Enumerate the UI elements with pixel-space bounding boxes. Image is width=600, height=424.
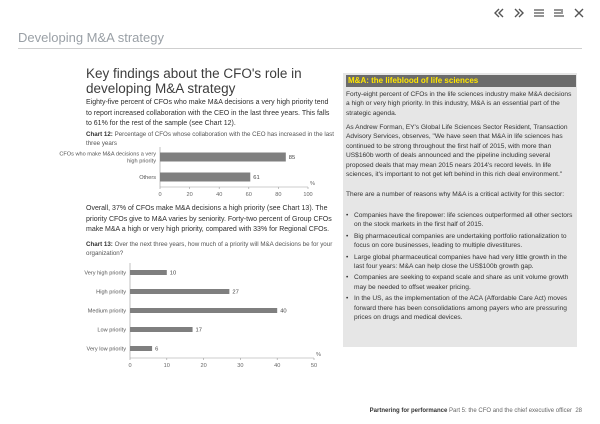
chart-data-label: 85: [288, 155, 296, 161]
chart-unit-label: %: [310, 181, 315, 187]
chart13: [40, 261, 340, 371]
chart-data-label: 17: [195, 327, 203, 334]
chart-tick-label: 0: [128, 363, 132, 369]
nav-icons: [492, 6, 586, 20]
section-title: Developing M&A strategy: [18, 30, 164, 45]
page-heading: Key findings about the CFO's role in developing M&A strategy: [86, 66, 302, 96]
close-icon[interactable]: [572, 6, 586, 20]
paragraph-2: Overall, 37% of CFOs make M&A decisions a high priority (see Chart 13). The priority CFOs give to M&A varies by seniority. Forty-two percent of Group CFOs make M&A a high or very high priority, compared with 33% for Regional CFOs.: [86, 205, 332, 233]
chart12-caption-text: Percentage of CFOs whose collaboration with the CEO has increased in the last three years: [86, 131, 334, 147]
chart-bar: [130, 346, 152, 351]
sidebar-bullet: • Companies are seeking to expand scale and share as unit volume growth may be needed to offset weaker pricing.: [346, 273, 574, 292]
chart-category-label: Low priority: [97, 327, 126, 334]
chart12: [40, 145, 340, 201]
chart-data-label: 40: [280, 308, 287, 315]
chart-bar: [130, 289, 229, 294]
sidebar-bullet: • Large global pharmaceutical companies have had very little growth in the last four years: M&A can help close the US$100b growth gap.: [346, 253, 574, 272]
chart13-caption-text: Over the next three years, how much of a priority will M&A decisions be for your organization?: [86, 241, 333, 257]
forward-arrows-icon[interactable]: [512, 6, 526, 20]
chart-bar: [130, 327, 193, 332]
chart13-caption: [86, 241, 336, 258]
chart-data-label: 61: [253, 175, 260, 181]
sidebar-bullet: • Big pharmaceutical companies are undertaking portfolio rationalization to focus on core businesses, leading to multiple divestitures.: [346, 232, 574, 251]
chart-category-label: high priority: [127, 158, 156, 165]
chart-data-label: 10: [169, 270, 177, 277]
chart-category-label: High priority: [96, 289, 126, 296]
chart-category-label: Very high priority: [84, 270, 126, 277]
sidebar-bullet: • In the US, as the implementation of the ACA (Affordable Care Act) moves forward there has been consolidations among payers who are pressuring prices on drugs and medical devices.: [346, 294, 574, 322]
contents-list-icon[interactable]: [532, 6, 546, 20]
chart-data-label: 27: [232, 289, 239, 296]
chart-tick-label: 30: [237, 363, 244, 369]
chart-tick-label: 50: [310, 363, 318, 369]
chart-bar: [130, 308, 277, 313]
chart-data-label: 6: [155, 346, 159, 353]
print-icon[interactable]: [552, 6, 566, 20]
chart13-caption-label: Chart 13:: [86, 241, 113, 248]
chart-tick-label: 60: [245, 192, 252, 198]
chart-bar: [130, 270, 167, 275]
sidebar-paragraph-2: As Andrew Forman, EY's Global Life Sciences Sector Resident, Transaction Advisory Services, observes, "We have seen that M&A in life sciences has continued to be strong throughout the first half of 2015, with more than US$160b worth of deals announced and the pipeline including several proposed deals that may mean 2015 nears 2014's record levels. In life sciences, it's important to not get left behind in this rich deal environment.": [346, 124, 568, 179]
intro-paragraph: Eighty-five percent of CFOs who make M&A decisions a very high priority tend to report increased collaboration with the CEO in the last three years. This falls to 61% for the rest of the sample (see Chart 12).: [86, 99, 330, 127]
chart-tick-label: 80: [275, 192, 282, 198]
header-divider: [18, 48, 582, 49]
chart-category-label: Very low priority: [86, 346, 126, 353]
chart-tick-label: 0: [158, 192, 162, 198]
chart-tick-label: 100: [303, 192, 313, 198]
chart-tick-label: 10: [163, 363, 170, 369]
back-arrows-icon[interactable]: [492, 6, 506, 20]
chart-tick-label: 40: [274, 363, 281, 369]
chart-tick-label: 20: [186, 192, 193, 198]
page-number: 28: [575, 408, 582, 414]
chart-bar: [160, 173, 250, 182]
footer-part: Part 5: the CFO and the chief executive officer: [449, 408, 572, 414]
footer: [370, 408, 582, 414]
sidebar-bullet-list: [346, 211, 574, 322]
sidebar-paragraph-1: Forty-eight percent of CFOs in the life sciences industry make M&A decisions a high or very high priority. In this industry, M&A is an essential part of the strategic agenda.: [346, 91, 572, 117]
chart12-caption-label: Chart 12:: [86, 131, 113, 138]
chart-unit-label: %: [316, 352, 321, 358]
footer-report-title: Partnering for performance: [369, 408, 448, 414]
chart-category-label: Others: [139, 175, 156, 181]
chart-tick-label: 20: [200, 363, 207, 369]
chart-category-label: Medium priority: [87, 308, 126, 315]
chart-tick-label: 40: [216, 192, 223, 198]
chart-bar: [160, 153, 286, 162]
chart-category-label: CFOs who make M&A decisions a very: [59, 151, 156, 158]
sidebar-bullet: • Companies have the firepower: life sciences outperformed all other sectors on the stock markets in the first half of 2015.: [346, 211, 574, 230]
sidebar-title: M&A: the lifeblood of life sciences: [346, 75, 576, 87]
sidebar-paragraph-3: There are a number of reasons why M&A is a critical activity for this sector:: [346, 191, 565, 198]
